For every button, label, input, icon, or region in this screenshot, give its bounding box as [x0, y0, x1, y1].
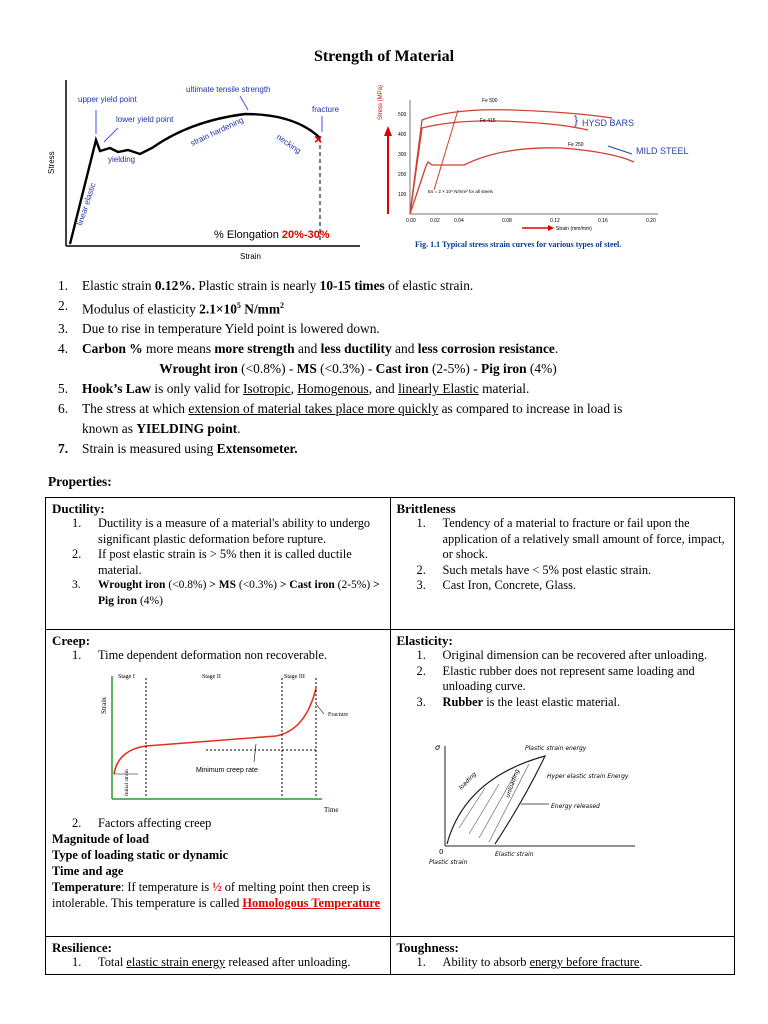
brittleness-title: Brittleness	[396, 501, 456, 516]
strain-axis-label: Strain	[240, 252, 261, 261]
creep-factor: Magnitude of load	[52, 832, 150, 846]
iron-carbon-order: Wrought iron (<0.8%) - MS (<0.3%) - Cast iron (2-5%) - Pig iron (4%)	[159, 361, 557, 377]
toughness-item: 1. Ability to absorb energy before fracture.	[416, 955, 643, 969]
curve-label-fe415: Fe 415	[480, 118, 496, 124]
hyper-label: Hyper elastic strain Energy	[546, 773, 628, 780]
elasticity-cell	[390, 630, 735, 937]
steel-stress-strain-chart	[372, 84, 689, 258]
point-3: 3. Due to rise in temperature Yield point is lowered down.	[58, 321, 380, 337]
brittleness-item: 1. Tendency of a material to fracture or fail upon the application of a relatively small amount of force, impact, or shock.	[416, 516, 725, 561]
curve-label-fe250: Fe 250	[568, 142, 584, 148]
x-tick: 0.08	[502, 218, 512, 224]
temperature-note: Temperature: If temperature is ½ of melting point then creep is intolerable. This temperature is called Homologous Temperature	[52, 880, 381, 910]
point-1: 1. Elastic strain 0.12%. Plastic strain is nearly 10-15 times of elastic strain.	[58, 278, 474, 293]
curve-label-fe500: Fe 500	[482, 98, 498, 104]
creep-factor: Type of loading static or dynamic	[52, 848, 229, 862]
ductility-item: 2. If post elastic strain is > 5% then it is called ductile material.	[72, 547, 352, 577]
brittleness-item: 3. Cast Iron, Concrete, Glass.	[416, 578, 577, 592]
label-strain-hardening: strain hardening	[189, 115, 245, 148]
point-2: 2. Modulus of elasticity $2.1\times 10^5$ $N/mm^2$	[58, 298, 284, 317]
elasticity-item: 3. Rubber is the least elastic material.	[416, 694, 621, 709]
label-linear-elastic: linear elastic	[75, 181, 98, 227]
properties-heading: Properties:	[48, 474, 112, 489]
key-points-list	[58, 276, 748, 459]
creep-title: Creep:	[52, 633, 91, 648]
elasticity-item: 1. Original dimension can be recovered after unloading.	[416, 648, 708, 662]
resilience-item: 1. Total elastic strain energy released after unloading.	[72, 955, 351, 969]
ductility-title: Ductility:	[52, 501, 105, 516]
toughness-title: Toughness:	[396, 940, 459, 955]
label-upper-yield: upper yield point	[78, 95, 137, 104]
y-tick: 500	[398, 112, 407, 118]
stress-strain-diagram	[40, 76, 370, 266]
loading-label: loading	[456, 770, 478, 792]
resilience-title: Resilience:	[52, 940, 112, 955]
x-tick: 0.00	[406, 218, 416, 224]
plastic-energy-label: Plastic strain energy	[524, 745, 586, 752]
point-5: 5. Hook’s Law is only valid for Isotropic, Homogenous, and linearly Elastic material.	[58, 381, 530, 397]
min-creep-rate-label: Minimum creep rate	[196, 766, 258, 774]
resilience-cell	[46, 937, 391, 975]
fracture-label: Fracture	[328, 711, 348, 718]
x-tick: 0.02	[430, 218, 440, 224]
energy-release-label: Energy released	[550, 803, 600, 810]
ductility-cell	[46, 498, 391, 630]
label-lower-yield: lower yield point	[116, 115, 174, 124]
x-tick: 0.12	[550, 218, 560, 224]
x-axis-label: Strain (mm/mm)	[556, 226, 592, 232]
properties-table	[45, 497, 735, 975]
stage-1-label: Stage I	[118, 673, 135, 680]
label-necking: necking	[274, 132, 303, 156]
svg-text:σ: σ	[434, 743, 440, 752]
label-fracture: fracture	[312, 105, 340, 114]
x-tick: 0.16	[598, 218, 608, 224]
y-tick: 100	[398, 192, 407, 198]
plastic-strain-label: Plastic strain	[428, 859, 467, 866]
creep-curve-diagram	[66, 664, 366, 816]
creep-item: 2. Factors affecting creep	[72, 815, 212, 830]
stage-3-label: Stage III	[284, 673, 305, 680]
label-uts: ultimate tensile strength	[186, 85, 271, 94]
ductility-item: 1. Ductility is a measure of a material's ability to undergo significant plastic deformation before rupture.	[72, 516, 371, 546]
elongation-label: % Elongation 20%-30%	[214, 229, 330, 241]
stress-axis-label: Stress	[47, 151, 56, 174]
svg-text:×: ×	[314, 131, 323, 147]
creep-factor: Time and age	[52, 864, 124, 878]
svg-text:0: 0	[438, 848, 443, 856]
y-tick: 200	[398, 172, 407, 178]
point-6: 6. The stress at which extension of material takes place more quickly as compared to increase in load is known as YIELDING point.	[58, 401, 623, 437]
creep-item: 1. Time dependent deformation non recoverable.	[72, 648, 328, 662]
creep-cell	[46, 630, 391, 937]
creep-strain-axis: Strain	[100, 696, 108, 714]
toughness-cell	[390, 937, 735, 975]
ductility-item: 3. Wrought iron (<0.8%) > MS (<0.3%) > Cast iron (2-5%) > Pig iron (4%)	[72, 579, 380, 607]
elasticity-title: Elasticity:	[396, 633, 453, 648]
figure-caption: Fig. 1.1 Typical stress strain curves for various types of steel.	[415, 240, 622, 249]
y-tick: 300	[398, 152, 407, 158]
page-title: Strength of Material	[313, 48, 455, 65]
stage-2-label: Stage II	[202, 673, 221, 680]
elasticity-item: 2. Elastic rubber does not represent same loading and unloading curve.	[416, 663, 695, 693]
initial-strain-label: Initial strain	[124, 768, 130, 796]
hysd-label: HYSD BARS	[582, 118, 635, 128]
elastic-strain-label: Elastic strain	[494, 851, 534, 858]
brittleness-item: 2. Such metals have < 5% post elastic strain.	[416, 562, 652, 577]
label-yielding: yielding	[108, 155, 136, 164]
x-tick: 0.20	[646, 218, 656, 224]
svg-text:}: }	[574, 113, 579, 127]
point-4: 4. Carbon % more means more strength and less ductility and less corrosion resistance.	[58, 341, 559, 357]
y-axis-label: Stress (MPa)	[378, 84, 384, 120]
point-7: 7. Strain is measured using Extensometer.	[58, 441, 298, 457]
y-tick: 400	[398, 132, 407, 138]
modulus-note: Es = 2 × 10⁵ N/mm² for all steels	[428, 189, 493, 194]
x-tick: 0.04	[454, 218, 464, 224]
elasticity-hysteresis-sketch	[425, 738, 655, 868]
unloading-label: unloading	[503, 768, 521, 799]
mild-steel-label: MILD STEEL	[636, 146, 689, 156]
brittleness-cell	[390, 498, 735, 630]
creep-time-axis: Time	[324, 805, 339, 814]
